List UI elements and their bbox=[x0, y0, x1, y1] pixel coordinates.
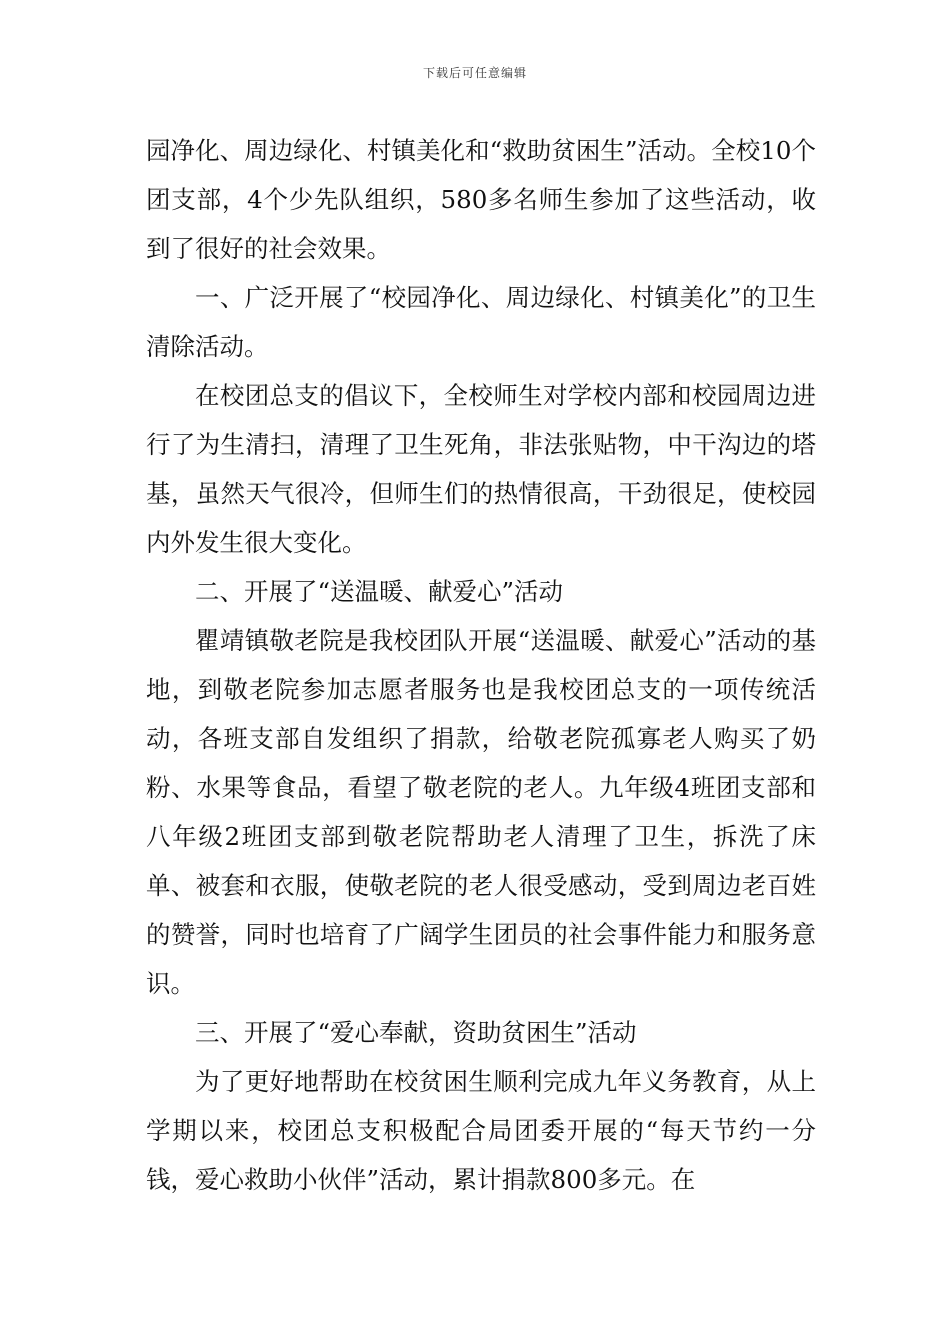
section-heading-3: 三、开展了“爱心奉献，资助贫困生”活动 bbox=[195, 1018, 637, 1047]
paragraph-4: 为了更好地帮助在校贫困生顺利完成九年义务教育，从上学期以来，校团总支积极配合局团委开展的“每天节约一分钱，爱心救助小伙伴”活动，累计捐款800多元。在 bbox=[146, 1067, 816, 1194]
section-heading-2: 二、开展了“送温暖、献爱心”活动 bbox=[195, 577, 564, 606]
document-body bbox=[146, 126, 816, 1204]
page-header: 下载后可任意编辑 bbox=[422, 66, 527, 80]
paragraph-1: 园净化、周边绿化、村镇美化和“救助贫困生”活动。全校10个团支部，4个少先队组织，580多名师生参加了这些活动，收到了很好的社会效果。 bbox=[146, 136, 816, 263]
paragraph-3: 瞿靖镇敬老院是我校团队开展“送温暖、献爱心”活动的基地，到敬老院参加志愿者服务也是我校团总支的一项传统活动，各班支部自发组织了捐款，给敬老院孤寡老人购买了奶粉、水果等食品，看望了敬老院的老人。九年级4班团支部和八年级2班团支部到敬老院帮助老人清理了卫生，拆洗了床单、被套和衣服，使敬老院的老人很受感动，受到周边老百姓的赞誉，同时也培育了广阔学生团员的社会事件能力和服务意识。 bbox=[146, 626, 816, 998]
section-heading-1: 一、广泛开展了“校园净化、周边绿化、村镇美化”的卫生清除活动。 bbox=[146, 283, 816, 361]
paragraph-2: 在校团总支的倡议下，全校师生对学校内部和校园周边进行了为生清扫，清理了卫生死角，非法张贴物，中干沟边的塔基，虽然天气很冷，但师生们的热情很高，干劲很足，使校园内外发生很大变化。 bbox=[146, 381, 816, 557]
